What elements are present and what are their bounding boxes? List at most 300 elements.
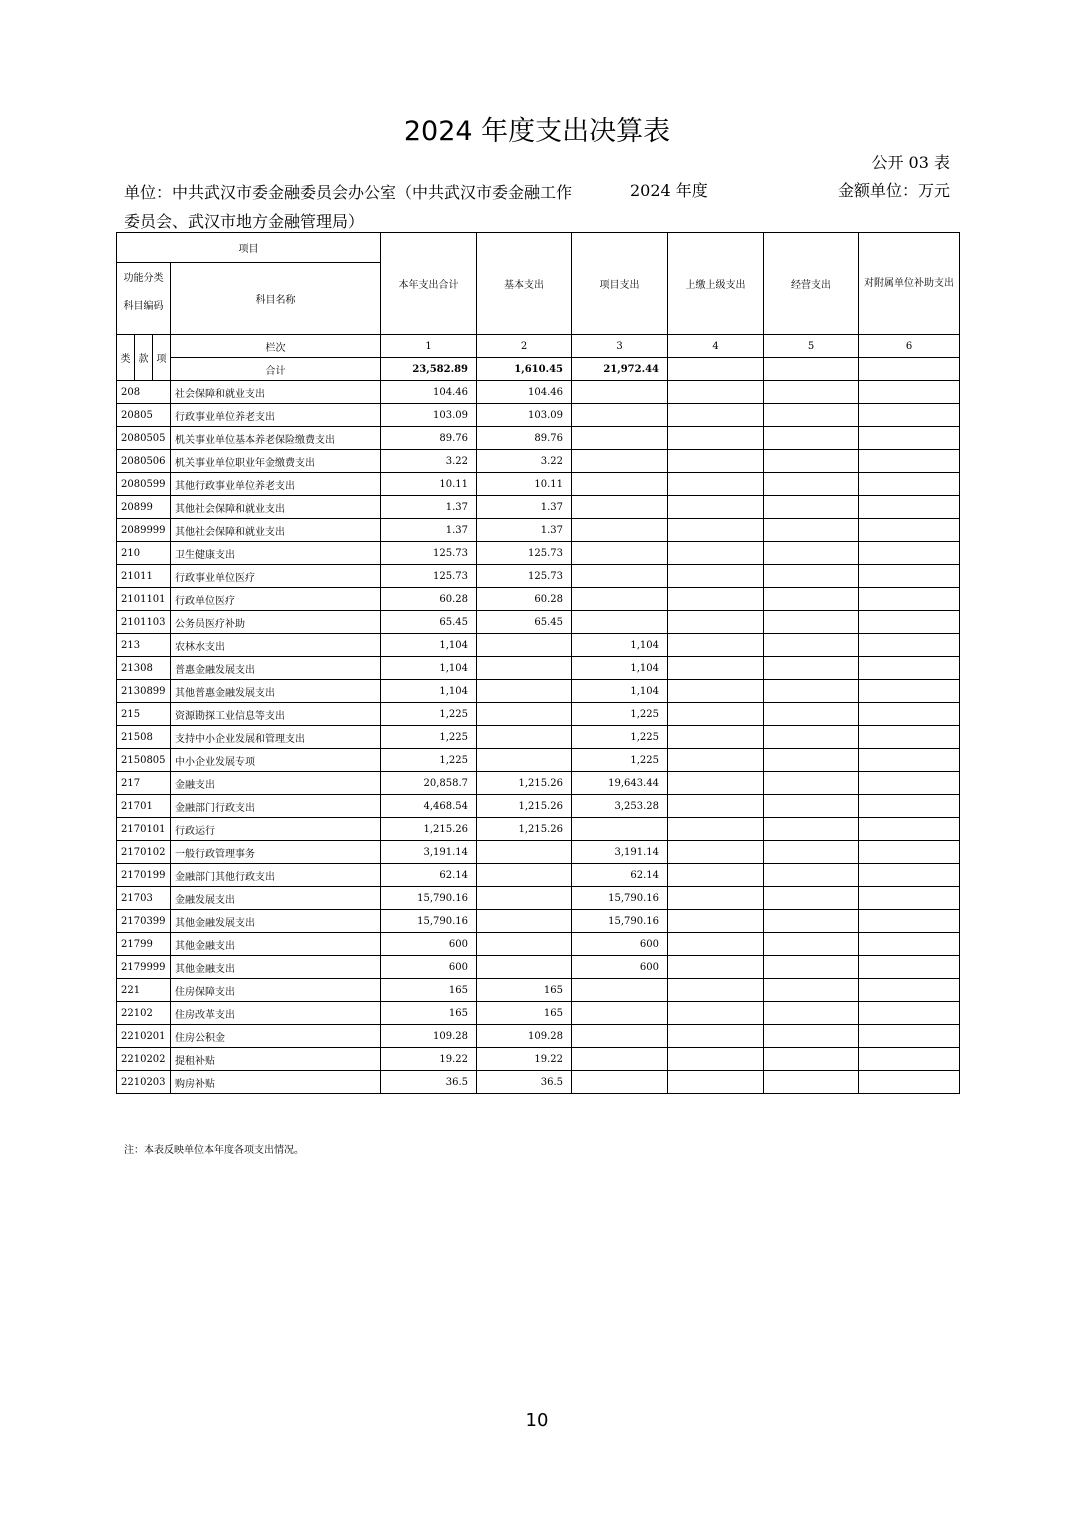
row-project — [572, 1025, 668, 1048]
header-basic: 基本支出 — [477, 233, 572, 335]
row-subsidy — [859, 979, 960, 1002]
row-subsidy — [859, 634, 960, 657]
row-total: 36.5 — [381, 1071, 477, 1094]
row-upper — [668, 381, 764, 404]
row-code: 2170199 — [117, 864, 171, 887]
row-code: 2101103 — [117, 611, 171, 634]
row-subsidy — [859, 381, 960, 404]
row-total: 3,191.14 — [381, 841, 477, 864]
row-business — [764, 657, 859, 680]
row-basic — [477, 956, 572, 979]
row-total: 20,858.7 — [381, 772, 477, 795]
row-total: 1,215.26 — [381, 818, 477, 841]
row-upper — [668, 726, 764, 749]
row-total: 104.46 — [381, 381, 477, 404]
table-row — [117, 1025, 960, 1048]
row-subsidy — [859, 1048, 960, 1071]
row-name: 住房改革支出 — [171, 1002, 381, 1025]
row-total: 1,104 — [381, 680, 477, 703]
row-code: 21011 — [117, 565, 171, 588]
row-total: 10.11 — [381, 473, 477, 496]
row-project: 1,104 — [572, 634, 668, 657]
row-code: 217 — [117, 772, 171, 795]
row-name: 住房保障支出 — [171, 979, 381, 1002]
header-upper: 上缴上级支出 — [668, 233, 764, 335]
table-row — [117, 956, 960, 979]
amount-unit-label: 金额单位：万元 — [837, 181, 950, 200]
row-code: 22102 — [117, 1002, 171, 1025]
row-basic — [477, 634, 572, 657]
row-basic — [477, 841, 572, 864]
table-row — [117, 588, 960, 611]
row-project — [572, 1071, 668, 1094]
header-subsidy: 对附属单位补助支出 — [859, 233, 960, 335]
table-row — [117, 887, 960, 910]
row-business — [764, 979, 859, 1002]
row-business — [764, 473, 859, 496]
year-label: 2024 年度 — [630, 181, 708, 200]
row-basic: 103.09 — [477, 404, 572, 427]
row-business — [764, 864, 859, 887]
row-subsidy — [859, 542, 960, 565]
row-total: 1,225 — [381, 703, 477, 726]
table-row — [117, 979, 960, 1002]
row-code: 20899 — [117, 496, 171, 519]
row-subsidy — [859, 726, 960, 749]
row-basic: 125.73 — [477, 542, 572, 565]
row-code: 208 — [117, 381, 171, 404]
row-project — [572, 542, 668, 565]
row-upper — [668, 1071, 764, 1094]
row-code: 2210201 — [117, 1025, 171, 1048]
row-project: 15,790.16 — [572, 887, 668, 910]
row-name: 普惠金融发展支出 — [171, 657, 381, 680]
row-subsidy — [859, 1002, 960, 1025]
row-name: 卫生健康支出 — [171, 542, 381, 565]
row-subsidy — [859, 519, 960, 542]
row-basic: 109.28 — [477, 1025, 572, 1048]
table-row — [117, 1071, 960, 1094]
row-code: 2101101 — [117, 588, 171, 611]
row-business — [764, 565, 859, 588]
row-subsidy — [859, 887, 960, 910]
header-idx-2: 2 — [477, 335, 572, 358]
row-subsidy — [859, 657, 960, 680]
row-upper — [668, 611, 764, 634]
row-upper — [668, 565, 764, 588]
row-name: 金融发展支出 — [171, 887, 381, 910]
row-project: 62.14 — [572, 864, 668, 887]
row-name: 住房公积金 — [171, 1025, 381, 1048]
row-business — [764, 519, 859, 542]
row-subsidy — [859, 795, 960, 818]
row-business — [764, 1025, 859, 1048]
table-row — [117, 1048, 960, 1071]
row-project — [572, 1002, 668, 1025]
row-business — [764, 634, 859, 657]
row-upper — [668, 680, 764, 703]
table-row — [117, 726, 960, 749]
row-project — [572, 588, 668, 611]
row-basic: 19.22 — [477, 1048, 572, 1071]
row-upper — [668, 864, 764, 887]
row-name: 农林水支出 — [171, 634, 381, 657]
row-total: 125.73 — [381, 565, 477, 588]
row-code: 215 — [117, 703, 171, 726]
row-upper — [668, 657, 764, 680]
row-business — [764, 841, 859, 864]
page-title: 2024 年度支出决算表 — [403, 116, 671, 147]
row-upper — [668, 496, 764, 519]
row-name: 公务员医疗补助 — [171, 611, 381, 634]
table-row — [117, 473, 960, 496]
row-business — [764, 450, 859, 473]
row-upper — [668, 427, 764, 450]
row-business — [764, 680, 859, 703]
row-project: 1,104 — [572, 680, 668, 703]
row-project — [572, 496, 668, 519]
row-upper — [668, 956, 764, 979]
header-row-index-label: 栏次 — [171, 335, 381, 358]
row-upper — [668, 703, 764, 726]
header-idx-6: 6 — [859, 335, 960, 358]
row-name: 金融支出 — [171, 772, 381, 795]
row-business — [764, 887, 859, 910]
row-basic: 3.22 — [477, 450, 572, 473]
row-subsidy — [859, 496, 960, 519]
row-code: 2210203 — [117, 1071, 171, 1094]
row-business — [764, 427, 859, 450]
row-basic — [477, 657, 572, 680]
header-idx-1: 1 — [381, 335, 477, 358]
row-total: 3.22 — [381, 450, 477, 473]
row-basic: 1,215.26 — [477, 772, 572, 795]
row-subsidy — [859, 818, 960, 841]
row-project — [572, 818, 668, 841]
row-subsidy — [859, 611, 960, 634]
row-upper — [668, 979, 764, 1002]
unit-label: 单位：中共武汉市委金融委员会办公室（中共武汉市委金融工作委员会、武汉市地方金融管理局） — [124, 183, 573, 231]
row-business — [764, 749, 859, 772]
table-row — [117, 749, 960, 772]
row-basic: 1.37 — [477, 519, 572, 542]
row-basic: 1,215.26 — [477, 795, 572, 818]
row-code: 2080599 — [117, 473, 171, 496]
row-subsidy — [859, 772, 960, 795]
row-total: 1,225 — [381, 726, 477, 749]
row-code: 21508 — [117, 726, 171, 749]
row-total: 1.37 — [381, 496, 477, 519]
row-upper — [668, 542, 764, 565]
row-name: 其他金融支出 — [171, 933, 381, 956]
row-business — [764, 496, 859, 519]
row-name: 支持中小企业发展和管理支出 — [171, 726, 381, 749]
row-business — [764, 404, 859, 427]
row-total: 1,104 — [381, 657, 477, 680]
row-subsidy — [859, 910, 960, 933]
table-row — [117, 933, 960, 956]
row-code: 2170399 — [117, 910, 171, 933]
header-total: 本年支出合计 — [381, 233, 477, 335]
row-total: 125.73 — [381, 542, 477, 565]
table-row — [117, 841, 960, 864]
row-subsidy — [859, 933, 960, 956]
row-code: 221 — [117, 979, 171, 1002]
row-upper — [668, 1002, 764, 1025]
row-business — [764, 956, 859, 979]
table-row — [117, 519, 960, 542]
row-basic: 65.45 — [477, 611, 572, 634]
row-project — [572, 611, 668, 634]
row-total: 19.22 — [381, 1048, 477, 1071]
row-code: 2080506 — [117, 450, 171, 473]
row-basic — [477, 864, 572, 887]
row-basic: 36.5 — [477, 1071, 572, 1094]
table-row — [117, 772, 960, 795]
sum-label: 合计 — [171, 358, 381, 381]
sum-basic: 1,610.45 — [477, 358, 572, 381]
row-business — [764, 910, 859, 933]
row-project — [572, 519, 668, 542]
row-total: 15,790.16 — [381, 910, 477, 933]
row-code: 21799 — [117, 933, 171, 956]
row-name: 行政单位医疗 — [171, 588, 381, 611]
row-name: 金融部门行政支出 — [171, 795, 381, 818]
row-name: 行政运行 — [171, 818, 381, 841]
table-row — [117, 680, 960, 703]
row-business — [764, 381, 859, 404]
row-basic: 165 — [477, 1002, 572, 1025]
row-code: 21701 — [117, 795, 171, 818]
row-business — [764, 1048, 859, 1071]
row-total: 62.14 — [381, 864, 477, 887]
row-subsidy — [859, 473, 960, 496]
row-code: 2130899 — [117, 680, 171, 703]
row-basic — [477, 749, 572, 772]
row-name: 社会保障和就业支出 — [171, 381, 381, 404]
row-project — [572, 1048, 668, 1071]
row-total: 600 — [381, 956, 477, 979]
row-basic — [477, 910, 572, 933]
row-basic — [477, 933, 572, 956]
table-row — [117, 450, 960, 473]
row-name: 其他社会保障和就业支出 — [171, 496, 381, 519]
row-subsidy — [859, 427, 960, 450]
row-upper — [668, 588, 764, 611]
row-subsidy — [859, 1071, 960, 1094]
row-upper — [668, 1025, 764, 1048]
row-project: 600 — [572, 956, 668, 979]
row-subsidy — [859, 450, 960, 473]
row-basic — [477, 703, 572, 726]
table-row — [117, 565, 960, 588]
row-project: 1,225 — [572, 726, 668, 749]
header-func-code: 功能分类科目编码 — [117, 263, 171, 335]
table-row — [117, 427, 960, 450]
row-business — [764, 795, 859, 818]
table-row — [117, 864, 960, 887]
row-basic — [477, 887, 572, 910]
row-name: 其他金融发展支出 — [171, 910, 381, 933]
row-upper — [668, 933, 764, 956]
row-project — [572, 450, 668, 473]
row-basic: 60.28 — [477, 588, 572, 611]
header-idx-5: 5 — [764, 335, 859, 358]
row-code: 2150805 — [117, 749, 171, 772]
row-project: 1,225 — [572, 703, 668, 726]
sum-total: 23,582.89 — [381, 358, 477, 381]
row-upper — [668, 818, 764, 841]
row-business — [764, 703, 859, 726]
sum-project: 21,972.44 — [572, 358, 668, 381]
row-total: 109.28 — [381, 1025, 477, 1048]
row-code: 21308 — [117, 657, 171, 680]
row-total: 600 — [381, 933, 477, 956]
row-project: 1,104 — [572, 657, 668, 680]
header-project: 项目支出 — [572, 233, 668, 335]
row-code: 2170102 — [117, 841, 171, 864]
row-project — [572, 473, 668, 496]
table-row — [117, 611, 960, 634]
row-total: 165 — [381, 979, 477, 1002]
table-row — [117, 657, 960, 680]
expenditure-table — [116, 232, 960, 1094]
header-subject-name: 科目名称 — [171, 263, 381, 335]
row-total: 1,225 — [381, 749, 477, 772]
row-total: 60.28 — [381, 588, 477, 611]
row-total: 89.76 — [381, 427, 477, 450]
row-project — [572, 565, 668, 588]
row-total: 165 — [381, 1002, 477, 1025]
row-project: 600 — [572, 933, 668, 956]
row-business — [764, 1002, 859, 1025]
row-basic: 165 — [477, 979, 572, 1002]
header-business: 经营支出 — [764, 233, 859, 335]
row-upper — [668, 841, 764, 864]
row-project — [572, 404, 668, 427]
row-code: 21703 — [117, 887, 171, 910]
header-idx-4: 4 — [668, 335, 764, 358]
row-subsidy — [859, 680, 960, 703]
row-basic: 104.46 — [477, 381, 572, 404]
row-name: 购房补贴 — [171, 1071, 381, 1094]
row-project — [572, 427, 668, 450]
table-row — [117, 703, 960, 726]
row-business — [764, 1071, 859, 1094]
row-basic: 1,215.26 — [477, 818, 572, 841]
row-upper — [668, 1048, 764, 1071]
table-row — [117, 542, 960, 565]
row-basic: 125.73 — [477, 565, 572, 588]
row-code: 213 — [117, 634, 171, 657]
row-code: 20805 — [117, 404, 171, 427]
row-name: 机关事业单位基本养老保险缴费支出 — [171, 427, 381, 450]
form-number: 公开 03 表 — [871, 153, 950, 172]
table-row — [117, 381, 960, 404]
row-project — [572, 381, 668, 404]
table-row — [117, 496, 960, 519]
table-row — [117, 818, 960, 841]
row-name: 其他行政事业单位养老支出 — [171, 473, 381, 496]
row-project — [572, 979, 668, 1002]
row-basic — [477, 680, 572, 703]
header-item: 项目 — [117, 233, 381, 263]
row-name: 其他普惠金融发展支出 — [171, 680, 381, 703]
row-total: 4,468.54 — [381, 795, 477, 818]
row-upper — [668, 634, 764, 657]
row-total: 65.45 — [381, 611, 477, 634]
row-upper — [668, 404, 764, 427]
row-name: 行政事业单位养老支出 — [171, 404, 381, 427]
table-row — [117, 795, 960, 818]
row-code: 2089999 — [117, 519, 171, 542]
row-business — [764, 933, 859, 956]
sum-business — [764, 358, 859, 381]
header-xiang: 项 — [153, 335, 171, 381]
header-idx-3: 3 — [572, 335, 668, 358]
row-basic: 1.37 — [477, 496, 572, 519]
row-name: 其他金融支出 — [171, 956, 381, 979]
row-business — [764, 611, 859, 634]
row-code: 210 — [117, 542, 171, 565]
row-upper — [668, 887, 764, 910]
row-upper — [668, 450, 764, 473]
row-name: 其他社会保障和就业支出 — [171, 519, 381, 542]
row-code: 2080505 — [117, 427, 171, 450]
row-upper — [668, 772, 764, 795]
row-subsidy — [859, 749, 960, 772]
row-subsidy — [859, 864, 960, 887]
row-project: 1,225 — [572, 749, 668, 772]
row-total: 1,104 — [381, 634, 477, 657]
row-project: 15,790.16 — [572, 910, 668, 933]
row-subsidy — [859, 1025, 960, 1048]
header-kuan: 款 — [135, 335, 153, 381]
row-business — [764, 726, 859, 749]
row-upper — [668, 795, 764, 818]
row-project: 19,643.44 — [572, 772, 668, 795]
row-code: 2210202 — [117, 1048, 171, 1071]
row-total: 1.37 — [381, 519, 477, 542]
row-basic — [477, 726, 572, 749]
row-subsidy — [859, 588, 960, 611]
row-project: 3,253.28 — [572, 795, 668, 818]
table-row — [117, 1002, 960, 1025]
row-name: 机关事业单位职业年金缴费支出 — [171, 450, 381, 473]
row-total: 15,790.16 — [381, 887, 477, 910]
row-name: 行政事业单位医疗 — [171, 565, 381, 588]
row-basic: 89.76 — [477, 427, 572, 450]
row-subsidy — [859, 956, 960, 979]
row-business — [764, 542, 859, 565]
header-lei: 类 — [117, 335, 135, 381]
row-subsidy — [859, 841, 960, 864]
row-upper — [668, 749, 764, 772]
row-code: 2179999 — [117, 956, 171, 979]
row-name: 提租补贴 — [171, 1048, 381, 1071]
row-name: 资源勘探工业信息等支出 — [171, 703, 381, 726]
row-subsidy — [859, 565, 960, 588]
sum-upper — [668, 358, 764, 381]
row-basic: 10.11 — [477, 473, 572, 496]
row-upper — [668, 519, 764, 542]
row-upper — [668, 473, 764, 496]
row-subsidy — [859, 703, 960, 726]
row-business — [764, 818, 859, 841]
row-total: 103.09 — [381, 404, 477, 427]
table-row — [117, 910, 960, 933]
row-name: 一般行政管理事务 — [171, 841, 381, 864]
